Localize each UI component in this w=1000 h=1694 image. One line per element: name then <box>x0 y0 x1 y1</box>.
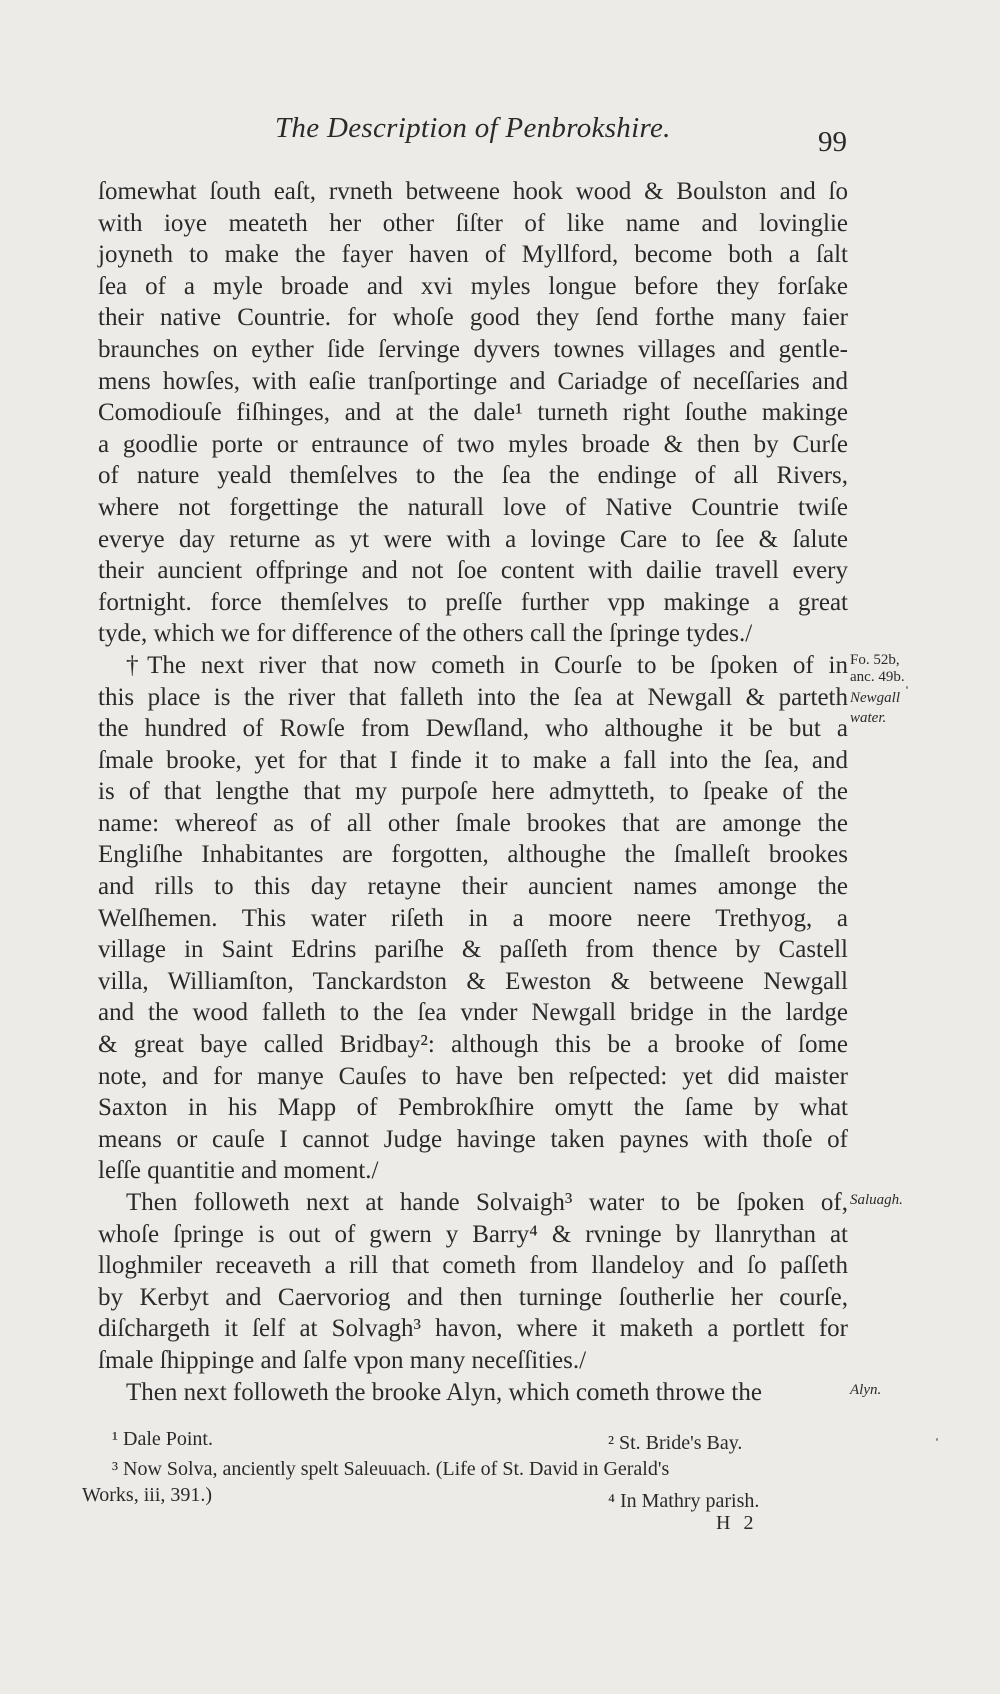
body-line: & great baye called Bridbay²: although this be a brooke of ſome <box>98 1031 848 1059</box>
body-line: braunches on eyther ſide ſervinge dyvers townes villages and gentle- <box>98 335 848 363</box>
footnote-4: ⁴ In Mathry parish. <box>608 1490 760 1512</box>
signature-mark: H 2 <box>716 1512 758 1534</box>
paper-speck <box>936 1438 938 1441</box>
body-line: of nature yeald themſelves to the ſea the endinge of all Rivers, <box>98 462 848 490</box>
body-line: with ioye meateth her other ſiſter of like name and lovinglie <box>98 209 848 237</box>
body-line: joyneth to make the fayer haven of Myllford, become both a ſalt <box>98 241 848 269</box>
running-title: The Description of Penbrokshire. <box>275 112 671 144</box>
body-line: everye day returne as yt were with a lovinge Care to ſee & ſalute <box>98 525 848 553</box>
body-line: diſchargeth it ſelf at Solvagh³ havon, where it maketh a portlett for <box>98 1315 848 1343</box>
body-line: Comodiouſe fiſhinges, and at the dale¹ turneth right ſouthe makinge <box>98 399 848 427</box>
body-line: leſſe quantitie and moment./ <box>98 1157 379 1185</box>
footnote-3-continued: Works, iii, 391.) <box>82 1484 213 1506</box>
body-line: a goodlie porte or entraunce of two myles broade & then by Curſe <box>98 430 848 458</box>
footnote-3: ³ Now Solva, anciently spelt Saleuuach. (Life of St. David in Gerald's <box>112 1458 670 1480</box>
body-line: by Kerbyt and Caervoriog and then turninge ſoutherlie her courſe, <box>98 1283 848 1311</box>
body-line: note, and for manye Cauſes to have ben reſpected: yet did maister <box>98 1062 848 1090</box>
body-line: ſea of a myle broade and xvi myles longue before they forſake <box>98 272 848 300</box>
body-line: whoſe ſpringe is out of gwern y Barry⁴ & rvninge by llanrythan at <box>98 1220 848 1248</box>
body-line: Then followeth next at hande Solvaigh³ water to be ſpoken of, <box>126 1189 848 1216</box>
body-line: village in Saint Edrins pariſhe & paſſeth from thence by Castell <box>98 936 848 964</box>
margin-note-folio-1: Fo. 52b, <box>850 652 900 668</box>
body-line: name: whereof as of all other ſmale brookes that are amonge the <box>98 809 848 837</box>
body-line: where not forgettinge the naturall love of Native Countrie twiſe <box>98 493 848 521</box>
page-header <box>0 112 1000 156</box>
body-line: mens howſes, with eaſie tranſportinge and Cariadge of neceſſaries and <box>98 367 848 395</box>
page-number: 99 <box>818 126 847 158</box>
body-line: villa, Williamſton, Tanckardston & Eweston & betweene Newgall <box>98 967 848 995</box>
body-text <box>98 176 848 1408</box>
body-line: Then next followeth the brooke Alyn, which cometh throwe the <box>126 1378 762 1406</box>
paper-speck <box>906 686 908 689</box>
body-line: their native Countrie. for whoſe good they ſend forthe many faier <box>98 304 848 332</box>
body-line: †The next river that now cometh in Courſe to be ſpoken of in <box>126 651 848 679</box>
body-line: means or cauſe I cannot Judge havinge taken paynes with thoſe of <box>98 1125 848 1153</box>
body-line: is of that lengthe that my purpoſe here admytteth, to ſpeake of the <box>98 778 848 806</box>
body-line: and rills to this day retayne their auncient names amonge the <box>98 873 848 901</box>
footnote-2: ² St. Bride's Bay. <box>608 1432 743 1454</box>
margin-note-newgall: Newgall <box>850 690 901 706</box>
body-line: ſmale ſhippinge and ſalfe vpon many neceſſities./ <box>98 1346 587 1374</box>
body-line: ſmale brooke, yet for that I finde it to make a fall into the ſea, and <box>98 746 848 774</box>
body-line: ſomewhat ſouth eaſt, rvneth betweene hook wood & Boulston and ſo <box>98 178 848 205</box>
body-line: their auncient offpringe and not ſoe content with dailie travell every <box>98 557 848 585</box>
body-line: Welſhemen. This water riſeth in a moore neere Trethyog, a <box>98 904 848 932</box>
footnote-1: ¹ Dale Point. <box>112 1428 213 1450</box>
margin-note-water: water. <box>850 710 887 726</box>
body-line: fortnight. force themſelves to preſſe further vpp makinge a great <box>98 588 848 616</box>
body-line: lloghmiler receaveth a rill that cometh from llandeloy and ſo paſſeth <box>98 1252 848 1280</box>
body-line: this place is the river that falleth into the ſea at Newgall & parteth <box>98 683 848 711</box>
margin-note-alyn: Alyn. <box>850 1382 882 1398</box>
body-line: Saxton in his Mapp of Pembrokſhire omytt the ſame by what <box>98 1094 848 1122</box>
body-line: and the wood falleth to the ſea vnder Newgall bridge in the lardge <box>98 999 848 1027</box>
body-line: tyde, which we for difference of the others call the ſpringe tydes./ <box>98 620 753 648</box>
body-line: the hundred of Rowſe from Dewſland, who althoughe it be but a <box>98 715 848 743</box>
body-line: Engliſhe Inhabitantes are forgotten, althoughe the ſmalleſt brookes <box>98 841 848 869</box>
margin-note-folio-2: anc. 49b. <box>850 669 905 685</box>
margin-note-saluagh: Saluagh. <box>850 1192 903 1208</box>
